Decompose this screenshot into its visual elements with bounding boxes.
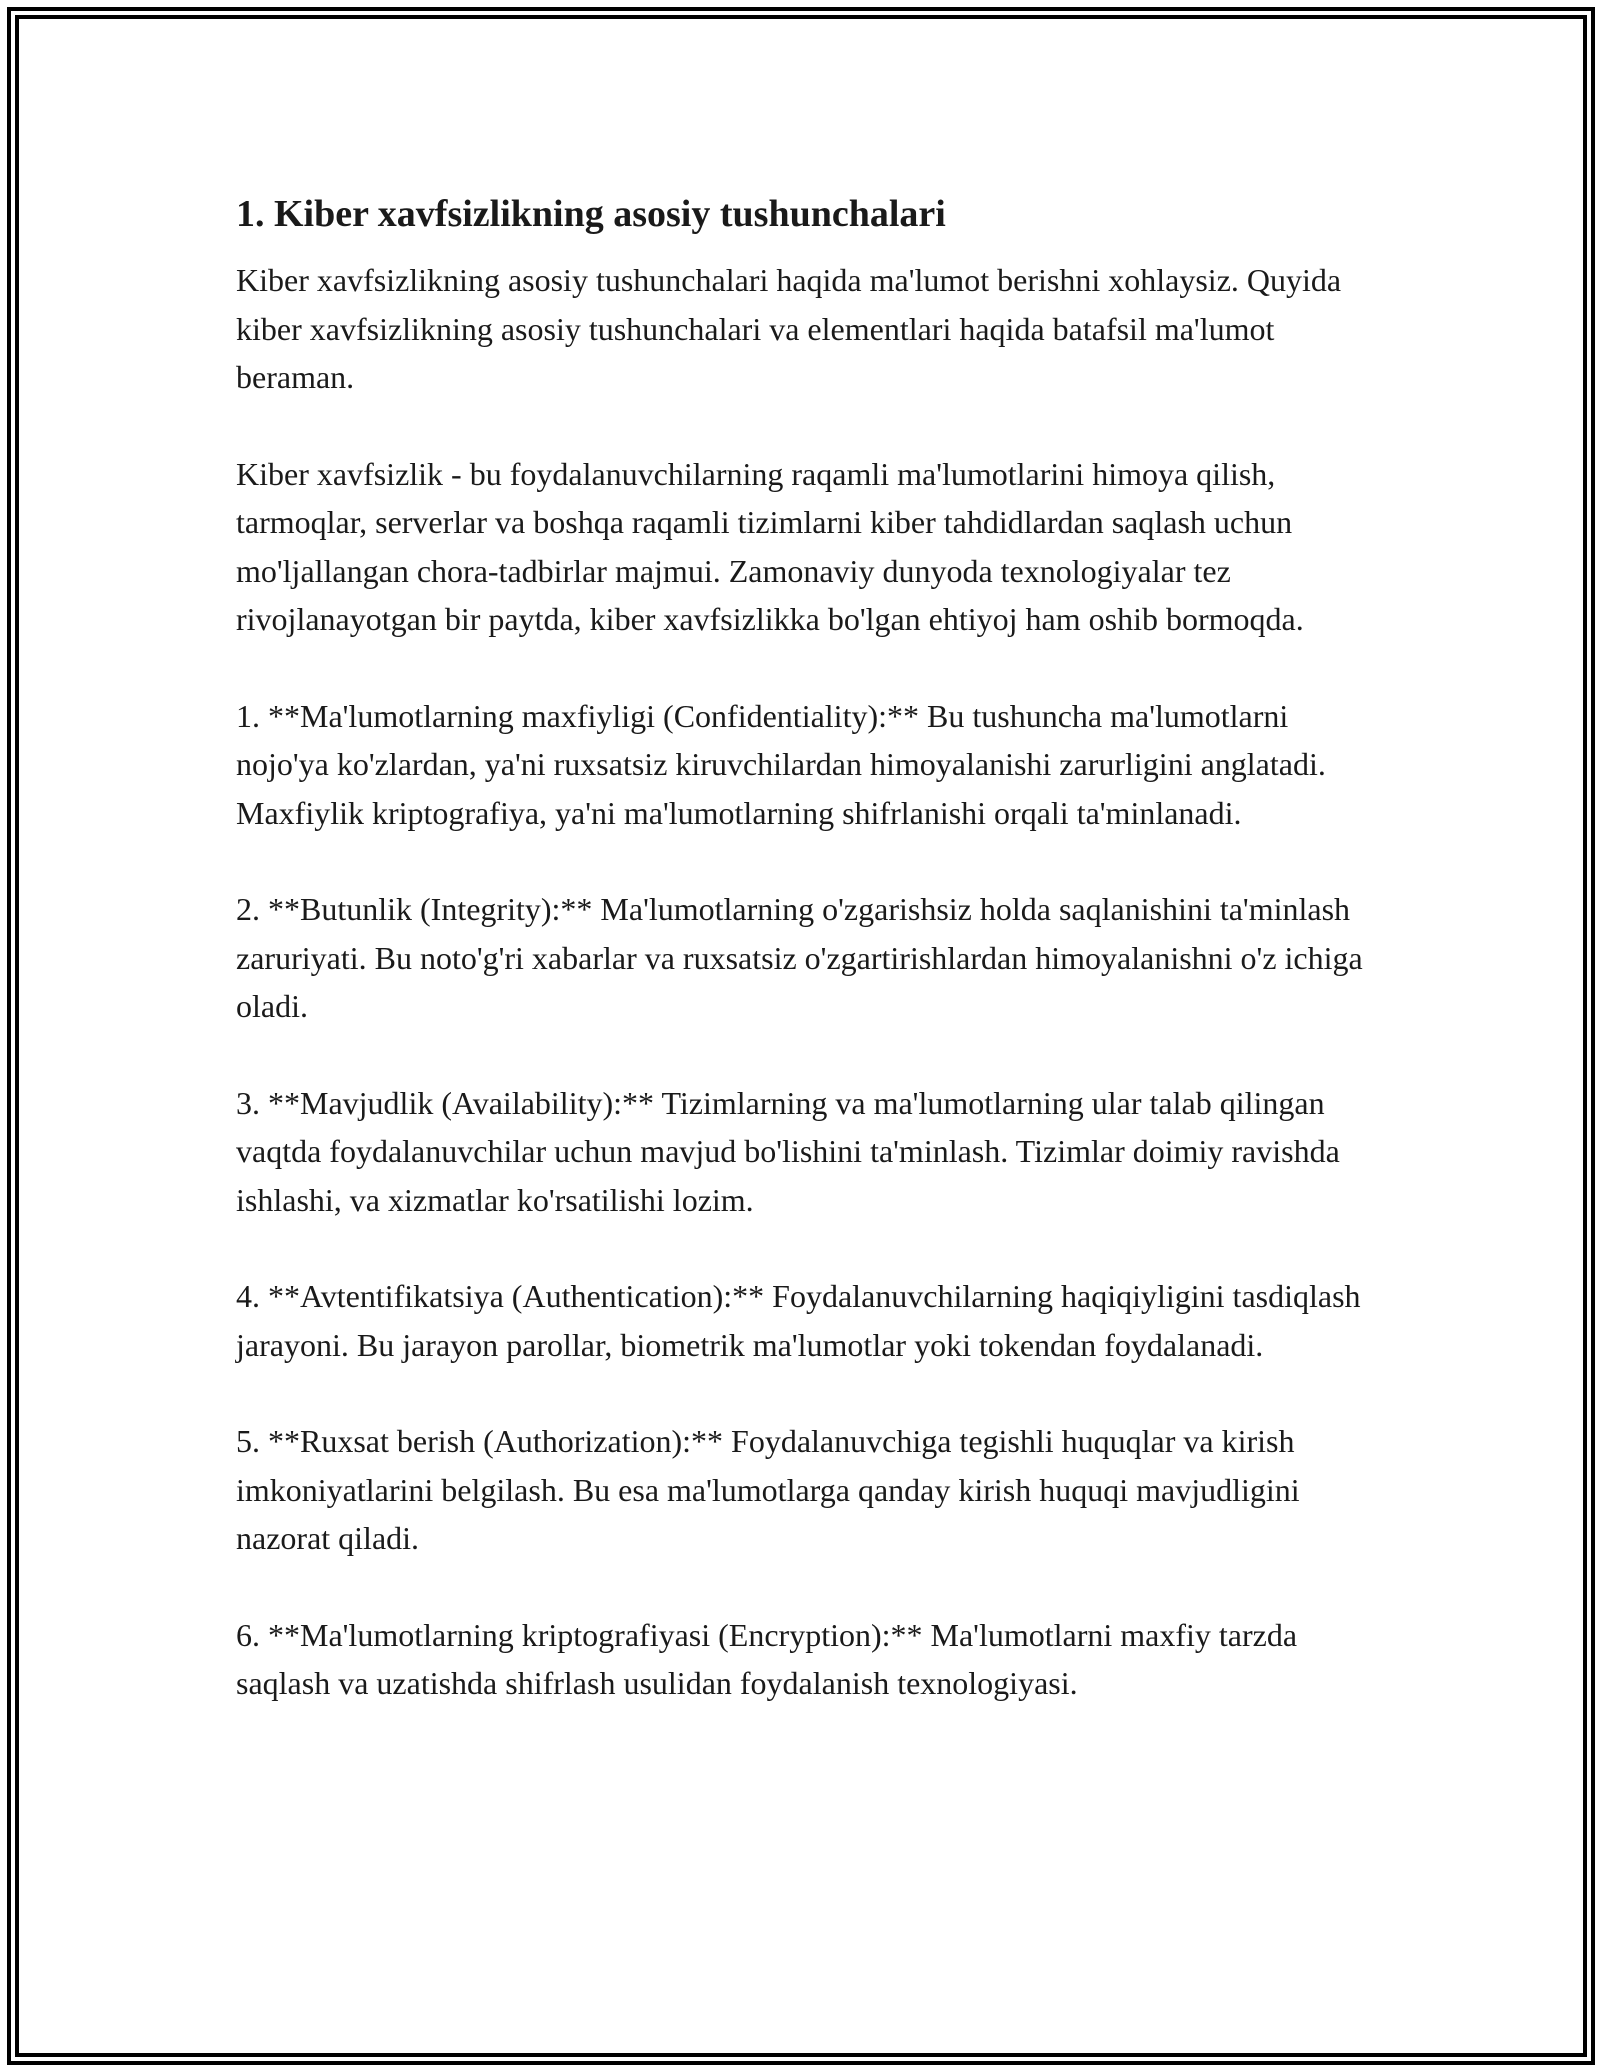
list-item-confidentiality: 1. **Ma'lumotlarning maxfiyligi (Confidentiality):** Bu tushuncha ma'lumotlarni nojo'ya ko'zlardan, ya'ni ruxsatsiz kiruvchilardan himoyalanishi zarurligini anglatadi. Maxfiylik kriptografiya, ya'ni ma'lumotlarning shifrlanishi orqali ta'minlanadi. bbox=[236, 697, 1326, 831]
list-item-availability: 3. **Mavjudlik (Availability):** Tizimlarning va ma'lumotlarning ular talab qilingan vaqtda foydalanuvchilar uchun mavjud bo'lishini ta'minlash. Tizimlar doimiy ravishda ishlashi, va xizmatlar ko'rsatilishi lozim. bbox=[236, 1084, 1340, 1218]
document-title: 1. Kiber xavfsizlikning asosiy tushunchalari bbox=[236, 193, 946, 235]
intro-paragraph: Kiber xavfsizlikning asosiy tushunchalari haqida ma'lumot berishni xohlaysiz. Quyida kiber xavfsizlikning asosiy tushunchalari va elementlari haqida batafsil ma'lumot beraman. bbox=[236, 262, 1342, 395]
definition-paragraph: Kiber xavfsizlik - bu foydalanuvchilarning raqamli ma'lumotlarini himoya qilish, tarmoqlar, serverlar va boshqa raqamli tizimlarni kiber tahdidlardan saqlash uchun mo'ljallangan chora-tadbirlar majmui. Zamonaviy dunyoda texnologiyalar tez rivojlanayotgan bir paytda, kiber xavfsizlikka bo'lgan ehtiyoj ham oshib bormoqda. bbox=[236, 455, 1304, 637]
list-item-authorization: 5. **Ruxsat berish (Authorization):** Foydalanuvchiga tegishli huquqlar va kirish imkoniyatlarini belgilash. Bu esa ma'lumotlarga qanday kirish huquqi mavjudligini nazorat qiladi. bbox=[236, 1423, 1300, 1556]
list-item-encryption: 6. **Ma'lumotlarning kriptografiyasi (Encryption):** Ma'lumotlarni maxfiy tarzda saqlash va uzatishda shifrlash usulidan foydalanish texnologiyasi. bbox=[236, 1616, 1298, 1701]
document-body bbox=[236, 186, 1366, 1756]
list-item-integrity: 2. **Butunlik (Integrity):** Ma'lumotlarning o'zgarishsiz holda saqlanishini ta'minlash zaruriyati. Bu noto'g'ri xabarlar va ruxsatsiz o'zgartirishlardan himoyalanishni o'z ichiga oladi. bbox=[236, 891, 1363, 1024]
list-item-authentication: 4. **Avtentifikatsiya (Authentication):** Foydalanuvchilarning haqiqiyligini tasdiqlash jarayoni. Bu jarayon parollar, biometrik ma'lumotlar yoki tokendan foydalanadi. bbox=[236, 1278, 1361, 1363]
